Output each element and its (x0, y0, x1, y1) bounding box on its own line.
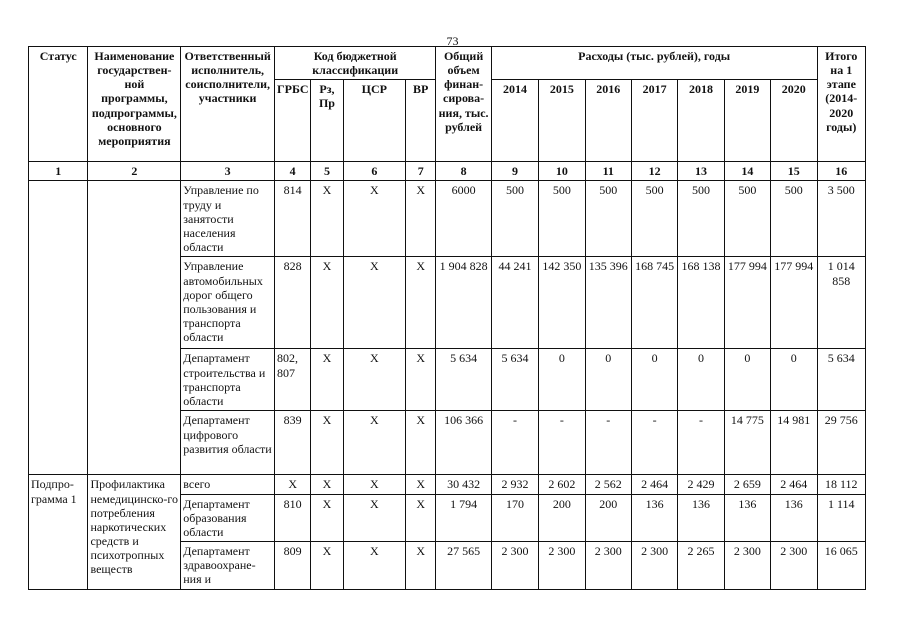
header-rz-pr: Рз, Пр (311, 80, 343, 162)
year-2019-cell: 14 775 (724, 411, 770, 475)
year-2014-cell: 2 300 (491, 542, 538, 589)
year-2020-cell: 177 994 (771, 257, 817, 349)
header-year: 2018 (678, 80, 724, 162)
grbs-cell: 809 (275, 542, 311, 589)
header-budget-code: Код бюджетной классификации (275, 47, 436, 80)
year-2018-cell: 2 429 (678, 475, 724, 494)
executor-cell: Департамент здравоохране-ния и (181, 542, 275, 589)
column-number: 7 (406, 162, 436, 181)
stage-total-cell: 18 112 (817, 475, 866, 494)
csr-cell: Х (343, 494, 406, 541)
column-number: 9 (491, 162, 538, 181)
year-2017-cell: 2 300 (631, 542, 677, 589)
total-cell: 1 794 (436, 494, 491, 541)
year-2020-cell: 2 300 (771, 542, 817, 589)
year-2016-cell: 2 300 (585, 542, 631, 589)
year-2019-cell: 0 (724, 349, 770, 411)
status-cell (29, 181, 88, 475)
stage-total-cell: 16 065 (817, 542, 866, 589)
year-2017-cell: 2 464 (631, 475, 677, 494)
year-2018-cell: 500 (678, 181, 724, 257)
grbs-cell: 828 (275, 257, 311, 349)
header-year: 2020 (771, 80, 817, 162)
rz-cell: Х (311, 257, 343, 349)
year-2017-cell: 500 (631, 181, 677, 257)
column-number: 10 (539, 162, 585, 181)
year-2015-cell: - (539, 411, 585, 475)
total-cell: 106 366 (436, 411, 491, 475)
header-total-volume: Общий объем финан-сирова-ния, тыс. рублей (436, 47, 491, 162)
year-2018-cell: 2 265 (678, 542, 724, 589)
header-year: 2019 (724, 80, 770, 162)
total-cell: 30 432 (436, 475, 491, 494)
vr-cell: Х (406, 542, 436, 589)
header-status: Статус (29, 47, 88, 162)
year-2015-cell: 0 (539, 349, 585, 411)
column-number: 6 (343, 162, 406, 181)
rz-cell: Х (311, 181, 343, 257)
page-number: 73 (446, 34, 459, 48)
rz-cell: Х (311, 542, 343, 589)
vr-cell: Х (406, 349, 436, 411)
table-row (29, 475, 866, 494)
vr-cell: Х (406, 257, 436, 349)
status-cell: Подпро-грамма 1 (29, 475, 88, 589)
header-year: 2017 (631, 80, 677, 162)
year-2017-cell: 168 745 (631, 257, 677, 349)
year-2016-cell: 200 (585, 494, 631, 541)
csr-cell: Х (343, 542, 406, 589)
total-cell: 27 565 (436, 542, 491, 589)
year-2016-cell: 500 (585, 181, 631, 257)
grbs-cell: 839 (275, 411, 311, 475)
year-2017-cell: 136 (631, 494, 677, 541)
program-cell (88, 181, 181, 475)
year-2020-cell: 500 (771, 181, 817, 257)
executor-cell: Департамент цифрового развития области (181, 411, 275, 475)
header-year: 2015 (539, 80, 585, 162)
rz-cell: Х (311, 494, 343, 541)
year-2020-cell: 0 (771, 349, 817, 411)
header-expenses: Расходы (тыс. рублей), годы (491, 47, 817, 80)
rz-cell: Х (311, 349, 343, 411)
header-vr: ВР (406, 80, 436, 162)
csr-cell: Х (343, 181, 406, 257)
total-cell: 5 634 (436, 349, 491, 411)
executor-cell: Управление автомобильных дорог общего пользования и транспорта области (181, 257, 275, 349)
executor-cell: всего (181, 475, 275, 494)
column-number: 11 (585, 162, 631, 181)
vr-cell: Х (406, 475, 436, 494)
rz-cell: Х (311, 475, 343, 494)
grbs-cell: 814 (275, 181, 311, 257)
year-2015-cell: 142 350 (539, 257, 585, 349)
csr-cell: Х (343, 349, 406, 411)
year-2019-cell: 177 994 (724, 257, 770, 349)
executor-cell: Департамент строительства и транспорта области (181, 349, 275, 411)
column-number: 8 (436, 162, 491, 181)
header-grbs: ГРБС (275, 80, 311, 162)
year-2019-cell: 2 659 (724, 475, 770, 494)
year-2019-cell: 500 (724, 181, 770, 257)
year-2016-cell: 2 562 (585, 475, 631, 494)
year-2016-cell: - (585, 411, 631, 475)
executor-cell: Управление по труду и занятости населения области (181, 181, 275, 257)
budget-table (28, 46, 866, 590)
header-year: 2016 (585, 80, 631, 162)
header-stage-total: Итого на 1 этапе (2014-2020 годы) (817, 47, 866, 162)
stage-total-cell: 5 634 (817, 349, 866, 411)
grbs-cell: Х (275, 475, 311, 494)
header-executor: Ответственный исполнитель, соисполнители, участники (181, 47, 275, 162)
year-2016-cell: 135 396 (585, 257, 631, 349)
column-number: 13 (678, 162, 724, 181)
program-cell: Профилактика немедицинско-го потребления наркотических средств и психотропных веществ (88, 475, 181, 589)
year-2017-cell: 0 (631, 349, 677, 411)
year-2014-cell: 500 (491, 181, 538, 257)
column-number: 15 (771, 162, 817, 181)
year-2015-cell: 2 300 (539, 542, 585, 589)
year-2018-cell: - (678, 411, 724, 475)
year-2014-cell: - (491, 411, 538, 475)
stage-total-cell: 1 014 858 (817, 257, 866, 349)
year-2018-cell: 168 138 (678, 257, 724, 349)
column-number: 2 (88, 162, 181, 181)
total-cell: 6000 (436, 181, 491, 257)
header-program-name: Наименование государствен-ной программы, подпрограммы, основного мероприятия (88, 47, 181, 162)
year-2015-cell: 500 (539, 181, 585, 257)
year-2015-cell: 2 602 (539, 475, 585, 494)
year-2020-cell: 2 464 (771, 475, 817, 494)
year-2015-cell: 200 (539, 494, 585, 541)
column-number: 3 (181, 162, 275, 181)
year-2017-cell: - (631, 411, 677, 475)
stage-total-cell: 29 756 (817, 411, 866, 475)
column-number: 1 (29, 162, 88, 181)
year-2020-cell: 14 981 (771, 411, 817, 475)
column-number: 4 (275, 162, 311, 181)
year-2014-cell: 2 932 (491, 475, 538, 494)
csr-cell: Х (343, 411, 406, 475)
rz-cell: Х (311, 411, 343, 475)
csr-cell: Х (343, 257, 406, 349)
stage-total-cell: 1 114 (817, 494, 866, 541)
grbs-cell: 802, 807 (275, 349, 311, 411)
year-2020-cell: 136 (771, 494, 817, 541)
vr-cell: Х (406, 181, 436, 257)
column-number-row (29, 162, 866, 181)
vr-cell: Х (406, 494, 436, 541)
year-2014-cell: 5 634 (491, 349, 538, 411)
column-number: 16 (817, 162, 866, 181)
year-2016-cell: 0 (585, 349, 631, 411)
csr-cell: Х (343, 475, 406, 494)
year-2019-cell: 2 300 (724, 542, 770, 589)
grbs-cell: 810 (275, 494, 311, 541)
year-2014-cell: 44 241 (491, 257, 538, 349)
column-number: 5 (311, 162, 343, 181)
stage-total-cell: 3 500 (817, 181, 866, 257)
vr-cell: Х (406, 411, 436, 475)
column-number: 12 (631, 162, 677, 181)
year-2019-cell: 136 (724, 494, 770, 541)
header-csr: ЦСР (343, 80, 406, 162)
column-number: 14 (724, 162, 770, 181)
year-2018-cell: 0 (678, 349, 724, 411)
header-year: 2014 (491, 80, 538, 162)
year-2018-cell: 136 (678, 494, 724, 541)
total-cell: 1 904 828 (436, 257, 491, 349)
table-row (29, 181, 866, 257)
year-2014-cell: 170 (491, 494, 538, 541)
executor-cell: Департамент образования области (181, 494, 275, 541)
